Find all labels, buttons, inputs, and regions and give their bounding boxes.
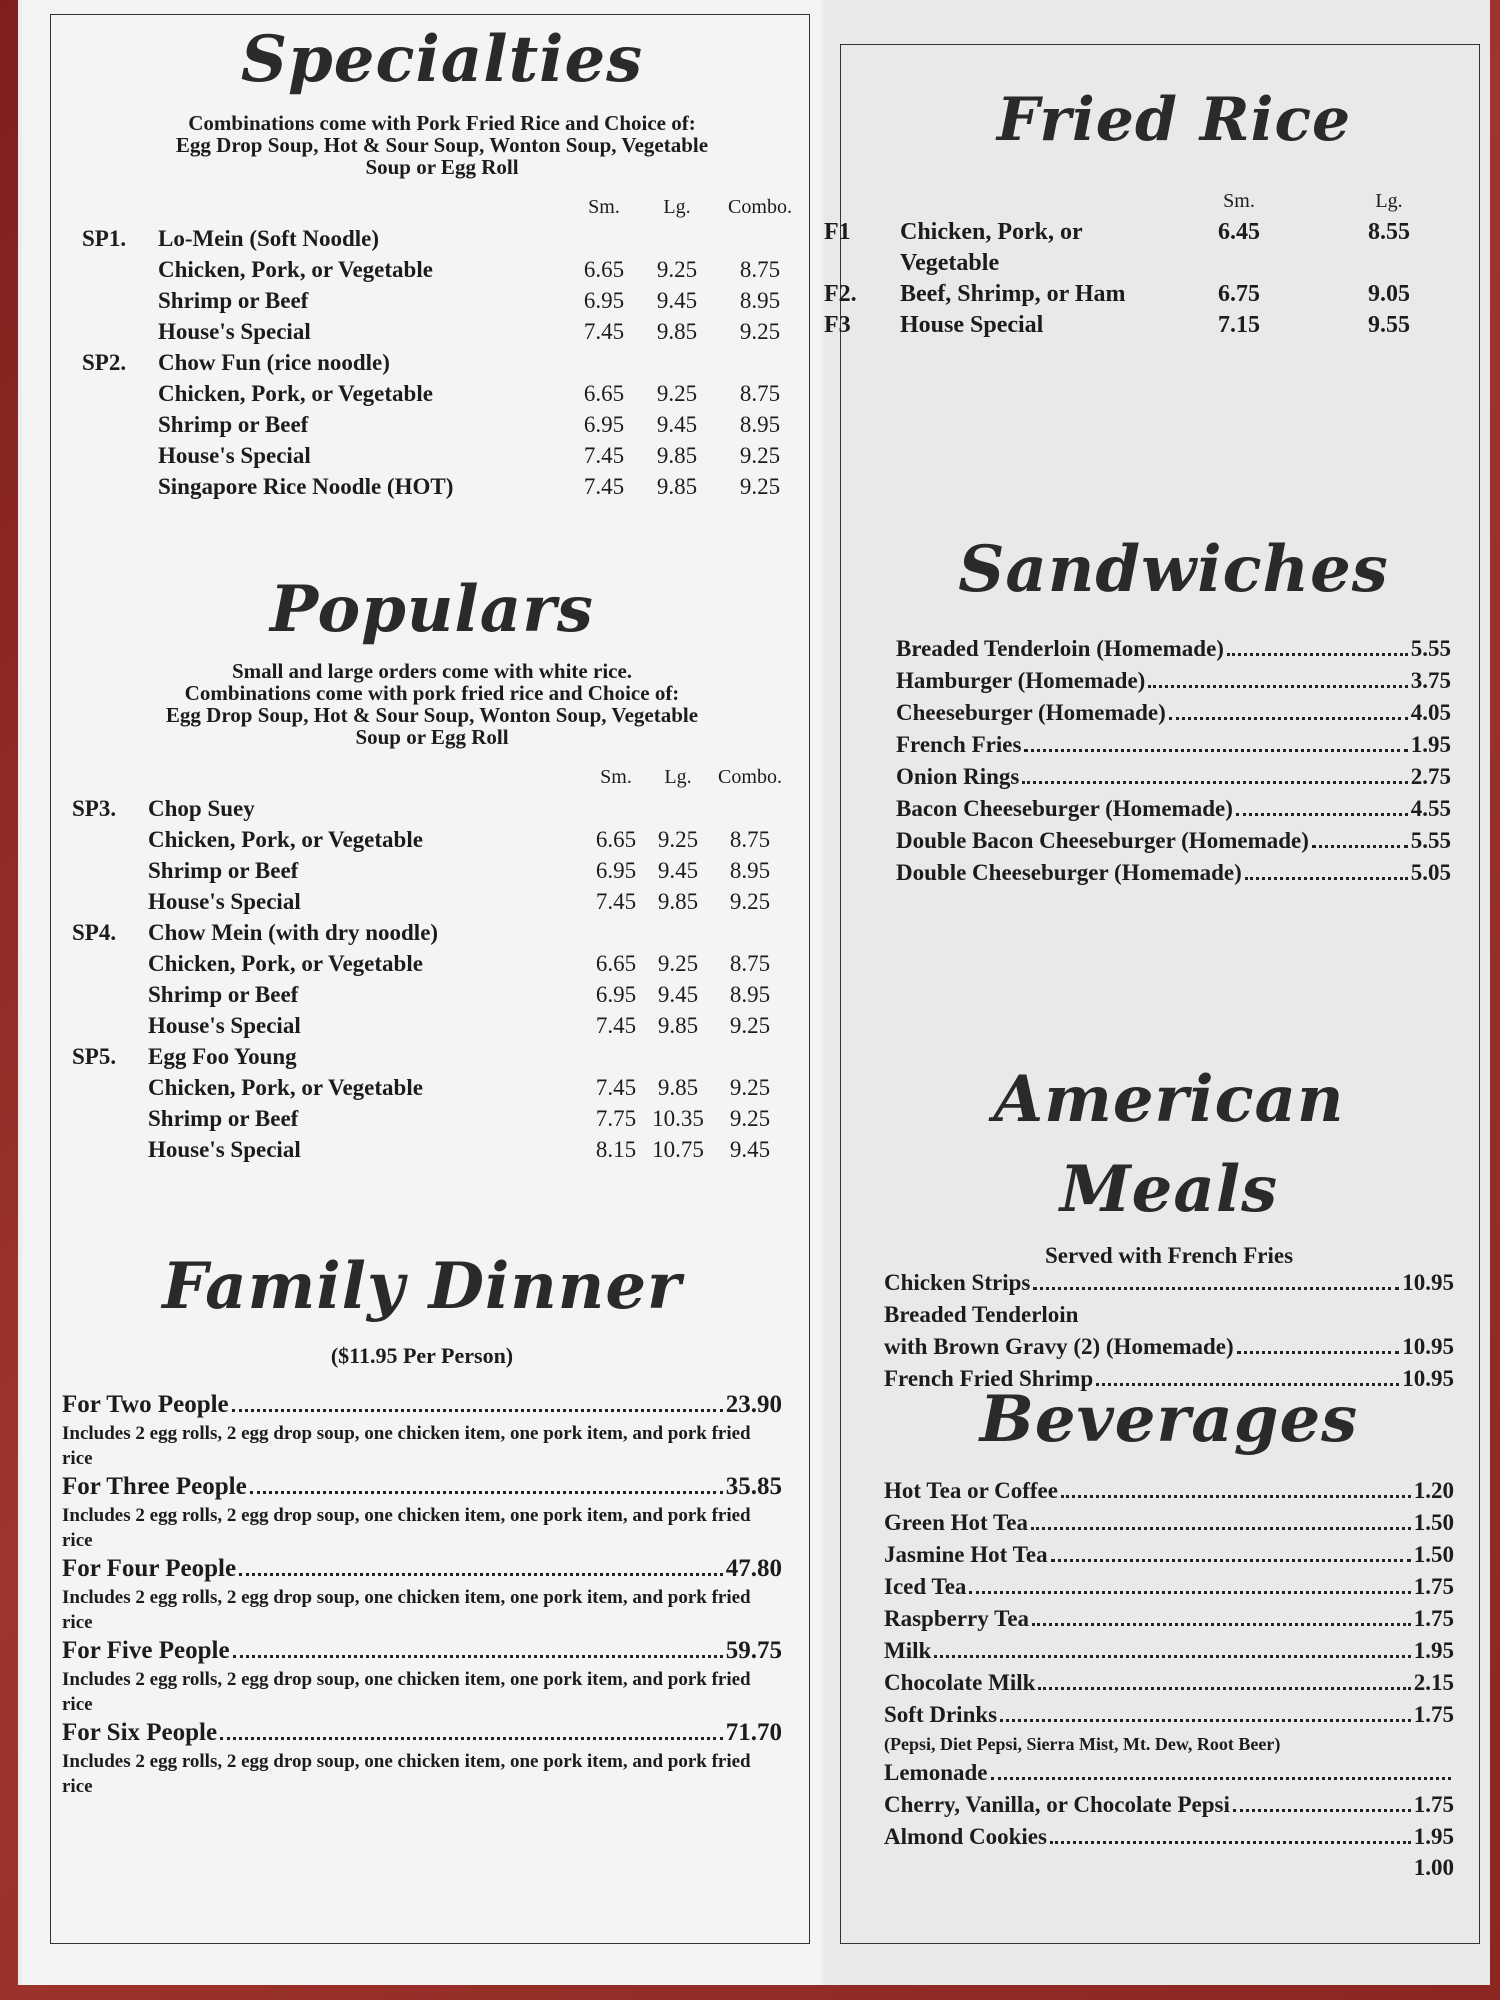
price-large: 10.35 — [652, 1106, 704, 1131]
specialties-table — [82, 223, 802, 502]
leader-dots — [1236, 813, 1408, 816]
price-large: 9.55 — [1368, 312, 1410, 338]
fried-rice-row — [824, 279, 1484, 310]
family-dinner-list — [62, 1389, 782, 1799]
lg-header: Lg. — [1375, 190, 1403, 212]
specialties-section — [82, 20, 802, 502]
price-small: 7.75 — [595, 1106, 637, 1131]
family-dinner-description: Includes 2 egg rolls, 2 egg drop soup, one chicken item, one pork item, and pork fried rice — [62, 1751, 751, 1797]
menu-item-row — [82, 378, 802, 409]
price-combo: 8.75 — [739, 381, 781, 406]
note-line: Soup or Egg Roll — [355, 725, 509, 749]
lg-header: Lg. — [664, 766, 692, 788]
menu-item-row — [896, 665, 1451, 697]
menu-item-row — [884, 1699, 1454, 1731]
item-name: For Two People — [62, 1391, 229, 1418]
family-dinner-item — [62, 1471, 782, 1503]
price-combo: 9.45 — [729, 1137, 771, 1162]
family-dinner-item — [62, 1389, 782, 1421]
sandwiches-list — [896, 633, 1451, 889]
item-name: House's Special — [148, 889, 301, 914]
item-name: House's Special — [158, 443, 311, 468]
price-combo: 9.25 — [729, 1106, 771, 1131]
leader-dots — [1233, 1809, 1411, 1812]
item-name: Hamburger (Homemade) — [896, 668, 1146, 693]
price-small: 6.95 — [583, 288, 625, 313]
leader-dots — [1050, 1841, 1411, 1844]
item-name: Egg Foo Young — [148, 1044, 297, 1069]
item-name: Shrimp or Beef — [148, 1106, 299, 1131]
item-name: Breaded Tenderloin (Homemade) — [896, 636, 1224, 661]
item-price: 2.75 — [1410, 764, 1451, 789]
menu-item-row — [82, 347, 802, 378]
price-large: 9.45 — [656, 288, 698, 313]
item-price: 71.70 — [725, 1719, 782, 1746]
menu-item-row — [884, 1635, 1454, 1667]
price-large: 9.45 — [656, 412, 698, 437]
item-price: 1.75 — [1413, 1574, 1454, 1599]
item-price: 1.50 — [1413, 1510, 1454, 1535]
item-price: 10.95 — [1402, 1366, 1454, 1391]
leader-dots — [934, 1655, 1410, 1658]
item-price: 4.05 — [1410, 700, 1451, 725]
specialties-note — [82, 112, 802, 178]
price-combo: 9.25 — [739, 319, 781, 344]
menu-item-row — [896, 697, 1451, 729]
price-small: 7.45 — [583, 319, 625, 344]
item-price: 1.95 — [1413, 1824, 1454, 1849]
price-small: 6.95 — [595, 858, 637, 883]
menu-item-row — [72, 1103, 792, 1134]
item-code: SP1. — [82, 226, 127, 251]
menu-item-row — [72, 1041, 792, 1072]
leader-dots — [969, 1591, 1410, 1594]
menu-right-page — [824, 0, 1490, 1985]
item-name: For Six People — [62, 1719, 218, 1746]
leader-dots — [1169, 717, 1408, 720]
item-price: 1.95 — [1410, 732, 1451, 757]
price-small: 8.15 — [595, 1137, 637, 1162]
family-dinner-section — [62, 1245, 782, 1799]
item-price: 1.75 — [1413, 1702, 1454, 1727]
price-large: 9.25 — [657, 827, 699, 852]
note-line: Combinations come with Pork Fried Rice and Choice of: — [188, 111, 696, 135]
specialties-title: Specialties — [240, 22, 644, 97]
american-meals-title: American Meals — [993, 1062, 1345, 1227]
item-price: 1.95 — [1413, 1638, 1454, 1663]
item-name: Chicken, Pork, or Vegetable — [900, 219, 1083, 276]
price-small: 6.65 — [595, 827, 637, 852]
beverages-title: Beverages — [979, 1382, 1359, 1457]
menu-item-row — [72, 948, 792, 979]
item-price: 5.55 — [1410, 636, 1451, 661]
price-small: 6.75 — [1218, 281, 1260, 307]
price-small: 7.45 — [583, 443, 625, 468]
menu-item-row — [72, 855, 792, 886]
menu-item-row — [884, 1821, 1454, 1853]
item-price: 1.50 — [1413, 1542, 1454, 1567]
price-small: 7.45 — [595, 889, 637, 914]
menu-item-row — [884, 1507, 1454, 1539]
fried-rice-row — [824, 310, 1484, 341]
menu-item-row — [72, 1072, 792, 1103]
price-combo: 9.25 — [739, 443, 781, 468]
item-name: Singapore Rice Noodle (HOT) — [158, 474, 454, 499]
item-name: Chicken Strips — [884, 1270, 1031, 1295]
leader-dots — [233, 1655, 723, 1658]
item-name: Shrimp or Beef — [148, 982, 299, 1007]
menu-item-row — [884, 1603, 1454, 1635]
price-combo: 8.95 — [729, 858, 771, 883]
item-name: Lo-Mein (Soft Noodle) — [158, 226, 380, 251]
american-meals-note: Served with French Fries — [1044, 1243, 1294, 1268]
price-small: 7.45 — [595, 1075, 637, 1100]
price-large: 9.25 — [657, 951, 699, 976]
item-name: For Five People — [62, 1637, 230, 1664]
price-small: 6.95 — [595, 982, 637, 1007]
price-large: 9.45 — [657, 982, 699, 1007]
price-small: 7.15 — [1218, 312, 1260, 338]
beverages-section — [884, 1375, 1454, 1883]
item-code: SP4. — [72, 920, 117, 945]
family-dinner-title: Family Dinner — [162, 1249, 682, 1324]
price-large: 8.55 — [1368, 219, 1410, 245]
item-price: 1.75 — [1413, 1792, 1454, 1817]
item-name: Chicken, Pork, or Vegetable — [158, 381, 433, 406]
item-price: 5.55 — [1410, 828, 1451, 853]
item-name: Hot Tea or Coffee — [884, 1478, 1058, 1503]
price-large: 9.45 — [657, 858, 699, 883]
item-price: 1.75 — [1413, 1606, 1454, 1631]
item-name: Shrimp or Beef — [158, 288, 309, 313]
final-price: 1.00 — [1413, 1855, 1454, 1880]
item-name: House's Special — [158, 319, 311, 344]
american-meals-section — [884, 1055, 1454, 1395]
price-combo: 8.95 — [729, 982, 771, 1007]
price-small: 6.65 — [595, 951, 637, 976]
item-name: House's Special — [148, 1137, 301, 1162]
leader-dots — [1000, 1719, 1411, 1722]
menu-item-row — [896, 633, 1451, 665]
item-price: 2.15 — [1413, 1670, 1454, 1695]
price-combo: 8.75 — [729, 827, 771, 852]
leader-dots — [220, 1737, 723, 1740]
sandwiches-title: Sandwiches — [958, 532, 1389, 607]
price-large: 9.85 — [656, 443, 698, 468]
menu-item-row — [72, 793, 792, 824]
item-name: Raspberry Tea — [884, 1606, 1030, 1631]
price-combo: 9.25 — [739, 474, 781, 499]
family-dinner-description: Includes 2 egg rolls, 2 egg drop soup, one chicken item, one pork item, and pork fried rice — [62, 1423, 751, 1469]
item-name: Chicken, Pork, or Vegetable — [148, 1075, 423, 1100]
price-combo: 9.25 — [729, 1075, 771, 1100]
leader-dots — [1031, 1527, 1411, 1530]
price-combo: 8.95 — [739, 288, 781, 313]
fried-rice-title: Fried Rice — [996, 85, 1352, 155]
menu-item-row — [884, 1539, 1454, 1571]
family-dinner-item — [62, 1717, 782, 1749]
menu-item-row — [884, 1789, 1454, 1821]
sm-header: Sm. — [1223, 190, 1255, 212]
item-name-line: Breaded Tenderloin — [884, 1302, 1079, 1327]
item-name: Beef, Shrimp, or Ham — [900, 281, 1126, 307]
price-large: 9.85 — [657, 1013, 699, 1038]
menu-item-row — [884, 1667, 1454, 1699]
leader-dots — [1227, 653, 1408, 656]
menu-item-row — [896, 825, 1451, 857]
item-name: Cheeseburger (Homemade) — [896, 700, 1166, 725]
item-name: Bacon Cheeseburger (Homemade) — [896, 796, 1233, 821]
item-name: Chow Mein (with dry noodle) — [148, 920, 439, 945]
price-large: 9.85 — [656, 474, 698, 499]
menu-item-row — [884, 1475, 1454, 1507]
family-dinner-description: Includes 2 egg rolls, 2 egg drop soup, one chicken item, one pork item, and pork fried rice — [62, 1587, 751, 1633]
family-dinner-description: Includes 2 egg rolls, 2 egg drop soup, one chicken item, one pork item, and pork fried rice — [62, 1505, 751, 1551]
menu-item-row — [72, 917, 792, 948]
leader-dots — [1237, 1351, 1400, 1354]
price-small: 7.45 — [595, 1013, 637, 1038]
item-name: For Three People — [62, 1473, 247, 1500]
item-name: Double Cheeseburger (Homemade) — [896, 860, 1242, 885]
menu-item-row — [82, 409, 802, 440]
sandwiches-section — [896, 525, 1451, 889]
menu-item-row — [884, 1331, 1454, 1363]
item-price: 10.95 — [1402, 1270, 1454, 1295]
menu-item-row — [896, 761, 1451, 793]
item-name: Double Bacon Cheeseburger (Homemade) — [896, 828, 1309, 853]
item-price: 5.05 — [1410, 860, 1451, 885]
note-line: Soup or Egg Roll — [365, 155, 519, 179]
menu-item-row — [896, 857, 1451, 889]
populars-table — [72, 793, 792, 1165]
item-name: Shrimp or Beef — [158, 412, 309, 437]
item-code: F1 — [824, 219, 851, 245]
item-name: Chicken, Pork, or Vegetable — [148, 827, 423, 852]
item-name: Chicken, Pork, or Vegetable — [158, 257, 433, 282]
menu-item-row — [82, 223, 802, 254]
item-price: 47.80 — [725, 1555, 782, 1582]
item-name: Cherry, Vanilla, or Chocolate Pepsi — [884, 1792, 1230, 1817]
populars-note — [72, 660, 792, 748]
item-name: Milk — [884, 1638, 932, 1663]
populars-title: Populars — [270, 572, 594, 647]
menu-item-row — [72, 1010, 792, 1041]
item-name: House's Special — [148, 1013, 301, 1038]
leader-dots — [1312, 845, 1408, 848]
combo-header: Combo. — [728, 196, 792, 218]
leader-dots — [991, 1777, 1452, 1780]
price-small: 6.65 — [583, 381, 625, 406]
item-price: 10.95 — [1402, 1334, 1454, 1359]
item-name: Soft Drinks — [884, 1702, 998, 1727]
menu-item-row — [72, 824, 792, 855]
menu-item-row — [72, 979, 792, 1010]
leader-dots — [1245, 877, 1408, 880]
price-combo: 8.75 — [739, 257, 781, 282]
menu-item-row — [82, 471, 802, 502]
lg-header: Lg. — [663, 196, 691, 218]
leader-dots — [1061, 1495, 1411, 1498]
item-price: 59.75 — [725, 1637, 782, 1664]
note-line: Egg Drop Soup, Hot & Sour Soup, Wonton Soup, Vegetable — [165, 703, 699, 727]
populars-section — [72, 570, 792, 1165]
menu-item-row — [72, 1134, 792, 1165]
item-price: 3.75 — [1410, 668, 1451, 693]
family-dinner-item — [62, 1553, 782, 1585]
price-combo: 8.95 — [739, 412, 781, 437]
fried-rice-row — [824, 217, 1484, 279]
price-large: 9.85 — [657, 1075, 699, 1100]
menu-item-row — [82, 285, 802, 316]
leader-dots — [250, 1491, 723, 1494]
item-price: 23.90 — [725, 1391, 782, 1418]
populars-header-row — [72, 762, 792, 793]
menu-item-row — [884, 1267, 1454, 1299]
item-code: SP2. — [82, 350, 127, 375]
item-name: Onion Rings — [896, 764, 1020, 789]
price-large: 9.85 — [657, 889, 699, 914]
item-price: 1.20 — [1413, 1478, 1454, 1503]
menu-item-row — [82, 440, 802, 471]
price-large: 9.25 — [656, 381, 698, 406]
item-name: Iced Tea — [884, 1574, 967, 1599]
item-code: SP5. — [72, 1044, 117, 1069]
item-name: House Special — [900, 312, 1044, 338]
price-large: 9.25 — [656, 257, 698, 282]
note-line: Combinations come with pork fried rice and Choice of: — [184, 681, 680, 705]
menu-item-row — [72, 886, 792, 917]
sm-header: Sm. — [588, 196, 620, 218]
item-name: For Four People — [62, 1555, 237, 1582]
item-price: 35.85 — [725, 1473, 782, 1500]
item-name: Shrimp or Beef — [148, 858, 299, 883]
item-name: Chocolate Milk — [884, 1670, 1036, 1695]
menu-sheet — [18, 0, 1490, 1985]
menu-item-row — [82, 254, 802, 285]
menu-left-page — [22, 0, 822, 1985]
price-small: 6.65 — [583, 257, 625, 282]
item-name: Chop Suey — [148, 796, 255, 821]
note-line: Small and large orders come with white rice. — [231, 659, 633, 683]
leader-dots — [232, 1409, 723, 1412]
item-price: 4.55 — [1410, 796, 1451, 821]
price-combo: 9.25 — [729, 889, 771, 914]
item-name: Lemonade — [884, 1760, 988, 1785]
item-code: F2. — [824, 281, 857, 307]
item-name: Chow Fun (rice noodle) — [158, 350, 390, 375]
specialties-header-row — [82, 192, 802, 223]
leader-dots — [239, 1573, 723, 1576]
leader-dots — [1148, 685, 1407, 688]
family-dinner-price-note: ($11.95 Per Person) — [330, 1343, 514, 1368]
price-small: 7.45 — [583, 474, 625, 499]
item-name: Chicken, Pork, or Vegetable — [148, 951, 423, 976]
menu-item-row — [884, 1757, 1454, 1789]
price-large: 9.05 — [1368, 281, 1410, 307]
price-small: 6.95 — [583, 412, 625, 437]
leader-dots — [1024, 749, 1407, 752]
price-combo: 9.25 — [729, 1013, 771, 1038]
leader-dots — [1051, 1559, 1411, 1562]
menu-item-row — [884, 1571, 1454, 1603]
item-code: F3 — [824, 312, 851, 338]
item-name: Jasmine Hot Tea — [884, 1542, 1048, 1567]
item-name: French Fries — [896, 732, 1022, 757]
note-line: Egg Drop Soup, Hot & Sour Soup, Wonton Soup, Vegetable — [175, 133, 709, 157]
leader-dots — [1022, 781, 1407, 784]
price-large: 10.75 — [652, 1137, 704, 1162]
fried-rice-section — [824, 80, 1484, 341]
combo-header: Combo. — [718, 766, 782, 788]
item-name: Green Hot Tea — [884, 1510, 1028, 1535]
price-large: 9.85 — [656, 319, 698, 344]
family-dinner-item — [62, 1635, 782, 1667]
soft-drinks-note: (Pepsi, Diet Pepsi, Sierra Mist, Mt. Dew, Root Beer) — [884, 1734, 1281, 1754]
item-name: with Brown Gravy (2) (Homemade) — [884, 1334, 1234, 1359]
item-code: SP3. — [72, 796, 117, 821]
price-combo: 8.75 — [729, 951, 771, 976]
beverages-list — [884, 1475, 1454, 1883]
family-dinner-description: Includes 2 egg rolls, 2 egg drop soup, one chicken item, one pork item, and pork fried rice — [62, 1669, 751, 1715]
menu-item-row — [896, 729, 1451, 761]
fried-rice-table — [824, 217, 1484, 341]
fried-rice-header-row — [824, 186, 1484, 217]
price-small: 6.45 — [1218, 219, 1260, 245]
menu-item-row — [82, 316, 802, 347]
item-name: French Fried Shrimp — [884, 1366, 1094, 1391]
menu-item-row — [896, 793, 1451, 825]
leader-dots — [1038, 1687, 1410, 1690]
leader-dots — [1033, 1287, 1399, 1290]
item-name: Almond Cookies — [884, 1824, 1047, 1849]
sm-header: Sm. — [600, 766, 632, 788]
leader-dots — [1032, 1623, 1411, 1626]
